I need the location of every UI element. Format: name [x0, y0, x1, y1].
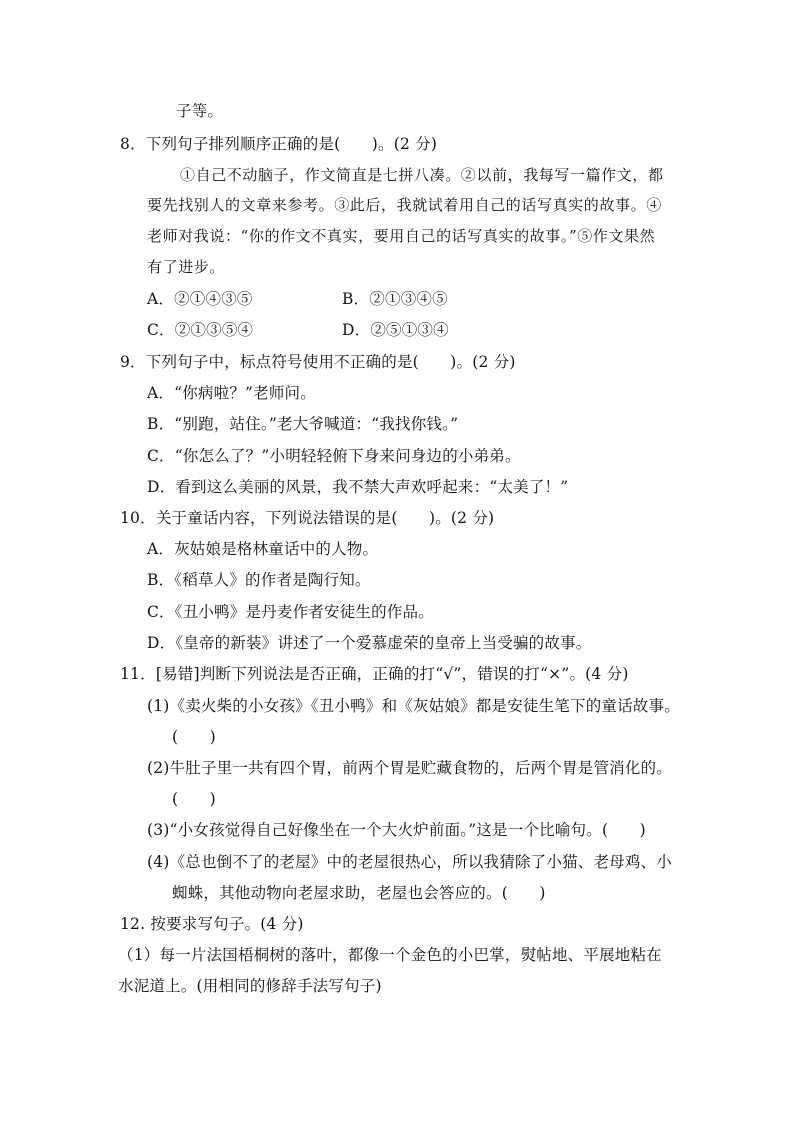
- question-8-option-c: C．②①③⑤④: [147, 321, 254, 339]
- question-11-stem: 11．[易错]判断下列说法是否正确，正确的打“√”，错误的打“×”。(4 分): [120, 665, 629, 683]
- question-10-option-d: D．《皇帝的新装》讲述了一个爱慕虚荣的皇帝上当受骗的故事。: [147, 634, 592, 652]
- question-10-option-c: C．《丑小鸭》是丹麦作者安徒生的作品。: [147, 603, 434, 621]
- question-8-option-a: A．②①④③⑤: [147, 290, 253, 308]
- question-8-passage-line: 老师对我说：“你的作文不真实，要用自己的话写真实的故事。”⑤作文果然: [147, 227, 656, 245]
- answer-blank[interactable]: ( ): [172, 790, 216, 808]
- question-8-passage-line: 有了进步。: [147, 258, 226, 276]
- question-8-option-b: B．②①③④⑤: [342, 290, 448, 308]
- question-8-passage-line: 要先找别人的文章来参考。③此后，我就试着用自己的话写真实的故事。④: [147, 196, 662, 214]
- question-8-stem: 8．下列句子排列顺序正确的是( )。(2 分): [120, 135, 438, 153]
- question-9-option-d: D．看到这么美丽的风景，我不禁大声欢呼起来：“太美了！”: [147, 478, 569, 496]
- question-9-option-b: B．“别跑，站住。”老大爷喊道：“我找你钱。”: [147, 415, 459, 433]
- question-12-stem: 12. 按要求写句子。(4 分): [120, 915, 304, 933]
- question-10-option-b: B．《稻草人》的作者是陶行知。: [147, 571, 371, 589]
- question-11-item-1: (1)《卖火柴的小女孩》《丑小鸭》和《灰姑娘》都是安徒生笔下的童话故事。: [147, 697, 680, 715]
- question-9-option-c: C．“你怎么了？”小明轻轻俯下身来问身边的小弟弟。: [147, 447, 521, 465]
- question-10-stem: 10．关于童话内容，下列说法错误的是( )。(2 分): [120, 509, 495, 527]
- question-12-item-1-cont: 水泥道上。(用相同的修辞手法写句子): [118, 977, 382, 995]
- question-11-item-2: (2)牛肚子里一共有四个胃，前两个胃是贮藏食物的，后两个胃是管消化的。: [147, 759, 672, 777]
- question-9-option-a: A．“你病啦？”老师问。: [147, 384, 316, 402]
- question-8-passage-line: ①自己不动脑子，作文简直是七拼八凑。②以前，我每写一篇作文，都: [180, 166, 664, 184]
- question-8-option-d: D．②⑤①③④: [342, 321, 449, 339]
- question-11-item-4: (4)《总也倒不了的老屋》中的老屋很热心，所以我猜除了小猫、老母鸡、小: [147, 853, 672, 871]
- question-9-stem: 9．下列句子中，标点符号使用不正确的是( )。(2 分): [120, 353, 516, 371]
- continued-line: 子等。: [176, 102, 224, 120]
- question-11-item-4-cont: 蜘蛛，其他动物向老屋求助，老屋也会答应的。( ): [172, 884, 546, 902]
- question-11-item-3: (3)“小女孩觉得自己好像坐在一个大火炉前面。”这是一个比喻句。( ): [147, 821, 646, 839]
- question-12-item-1: （1）每一片法国梧桐树的落叶，都像一个金色的小巴掌，熨帖地、平展地粘在: [118, 946, 662, 964]
- question-10-option-a: A．灰姑娘是格林童话中的人物。: [147, 540, 379, 558]
- answer-blank[interactable]: ( ): [172, 728, 216, 746]
